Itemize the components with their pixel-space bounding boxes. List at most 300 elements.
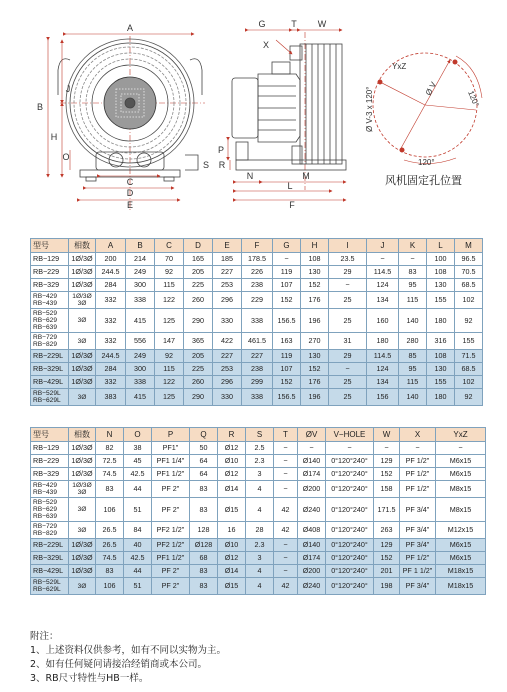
value-cell: PF 2" xyxy=(152,578,190,595)
value-cell: 130 xyxy=(301,266,329,279)
value-cell: 51 xyxy=(124,498,152,522)
header-cell: C xyxy=(155,239,184,253)
value-cell: 332 xyxy=(96,309,126,333)
value-cell: 16 xyxy=(218,522,246,539)
value-cell: 284 xyxy=(96,363,126,376)
value-cell: PF2 1/2" xyxy=(152,522,190,539)
value-cell: 108 xyxy=(427,266,455,279)
phase-cell xyxy=(69,498,96,522)
value-cell: 0°120°240° xyxy=(326,565,374,578)
header-cell: T xyxy=(274,428,298,442)
model-cell: RB−229L xyxy=(31,539,69,552)
value-cell: 229 xyxy=(242,292,273,309)
value-cell: PF 1/2" xyxy=(400,552,436,565)
value-cell: 50 xyxy=(190,442,218,455)
model-cell: RB−329L xyxy=(31,552,69,565)
phase-cell xyxy=(69,389,96,406)
value-cell: Ø14 xyxy=(218,481,246,498)
table-row xyxy=(31,253,483,266)
value-cell: PF 3/4" xyxy=(400,498,436,522)
model-name: RB−639 xyxy=(33,513,58,520)
phase-value: 3Ø xyxy=(77,489,87,496)
value-cell: − xyxy=(436,442,486,455)
value-cell: PF 3/4" xyxy=(400,539,436,552)
phase-cell xyxy=(69,333,96,350)
value-cell: 107 xyxy=(273,279,301,292)
value-cell: 249 xyxy=(126,266,155,279)
value-cell: 45 xyxy=(124,455,152,468)
value-cell: 238 xyxy=(242,363,273,376)
table-row xyxy=(31,498,486,522)
note-item: 2、如有任何疑问请接洽经销商或本公司。 xyxy=(30,659,208,670)
label-v: Ø V xyxy=(423,80,439,97)
table-row xyxy=(31,481,486,498)
value-cell: M6x15 xyxy=(436,539,486,552)
value-cell: 1Ø/3Ø xyxy=(69,350,96,363)
value-cell: 1Ø/3Ø xyxy=(69,552,96,565)
value-cell: 83 xyxy=(190,498,218,522)
value-cell: − xyxy=(329,363,367,376)
value-cell: PF 1/2" xyxy=(400,468,436,481)
value-cell: 4 xyxy=(246,578,274,595)
value-cell: − xyxy=(326,442,374,455)
value-cell: Ø128 xyxy=(190,539,218,552)
value-cell: − xyxy=(329,279,367,292)
value-cell: M18x15 xyxy=(436,565,486,578)
value-cell: 83 xyxy=(190,565,218,578)
value-cell: 92 xyxy=(455,389,483,406)
model-cell: RB−229 xyxy=(31,455,69,468)
value-cell: 299 xyxy=(242,376,273,389)
value-cell: 152 xyxy=(273,292,301,309)
phase-value: 3Ø xyxy=(77,393,87,401)
value-cell: 122 xyxy=(155,292,184,309)
note-item: 3、RB尺寸特性与HB一样。 xyxy=(30,673,149,684)
value-cell: PF 1 1/2" xyxy=(400,565,436,578)
phase-cell xyxy=(69,522,96,539)
value-cell: 165 xyxy=(184,253,213,266)
table-row xyxy=(31,578,486,595)
value-cell: 300 xyxy=(126,363,155,376)
table-row xyxy=(31,468,486,481)
value-cell: PF 2" xyxy=(152,481,190,498)
value-cell: 253 xyxy=(213,279,242,292)
value-cell: 134 xyxy=(367,376,399,389)
header-cell: V−HOLE xyxy=(326,428,374,442)
phase-value: 1Ø/3Ø xyxy=(72,293,92,300)
model-cell xyxy=(31,481,69,498)
value-cell: 102 xyxy=(455,376,483,389)
model-cell: RB−129 xyxy=(31,442,69,455)
model-name: RB−439 xyxy=(33,489,58,496)
value-cell: 152 xyxy=(273,376,301,389)
value-cell: − xyxy=(273,253,301,266)
value-cell: 1Ø/3Ø xyxy=(69,279,96,292)
model-name: RB−639 xyxy=(33,324,58,331)
value-cell: 296 xyxy=(213,292,242,309)
value-cell: 244.5 xyxy=(96,350,126,363)
value-cell: Ø140 xyxy=(298,455,326,468)
model-name: RB−629 xyxy=(33,317,58,324)
dimension-table-2 xyxy=(30,427,486,595)
value-cell: Ø140 xyxy=(298,539,326,552)
value-cell: 2.5 xyxy=(246,442,274,455)
value-cell: 2.3 xyxy=(246,539,274,552)
value-cell: 180 xyxy=(367,333,399,350)
value-cell: PF1 1/4" xyxy=(152,455,190,468)
value-cell: 72.5 xyxy=(96,455,124,468)
header-cell: 型号 xyxy=(31,239,69,253)
value-cell: 225 xyxy=(184,363,213,376)
value-cell: 1Ø/3Ø xyxy=(69,565,96,578)
value-cell: 26.5 xyxy=(96,539,124,552)
header-cell: K xyxy=(399,239,427,253)
header-cell: F xyxy=(242,239,273,253)
value-cell: 44 xyxy=(124,481,152,498)
header-cell: L xyxy=(427,239,455,253)
table-row xyxy=(31,522,486,539)
value-cell: M8x15 xyxy=(436,481,486,498)
value-cell: 290 xyxy=(184,309,213,333)
header-cell: YxZ xyxy=(436,428,486,442)
header-cell: J xyxy=(367,239,399,253)
value-cell: 155 xyxy=(427,292,455,309)
value-cell: 260 xyxy=(184,376,213,389)
header-cell: D xyxy=(184,239,213,253)
value-cell: PF 2" xyxy=(152,498,190,522)
value-cell: Ø15 xyxy=(218,578,246,595)
value-cell: PF 3/4" xyxy=(400,522,436,539)
value-cell: 0°120°240° xyxy=(326,455,374,468)
value-cell: 332 xyxy=(96,333,126,350)
value-cell: 2.3 xyxy=(246,455,274,468)
value-cell: 115 xyxy=(399,376,427,389)
table-2-body xyxy=(31,428,486,595)
value-cell: Ø240 xyxy=(298,578,326,595)
label-vx3: Ø V-3 x 120° xyxy=(365,86,374,132)
value-cell: 96.5 xyxy=(455,253,483,266)
value-cell: 83 xyxy=(96,481,124,498)
value-cell: 155 xyxy=(427,376,455,389)
value-cell: 74.5 xyxy=(96,552,124,565)
phase-value: 3Ø xyxy=(77,526,87,534)
header-cell: ØV xyxy=(298,428,326,442)
value-cell: 332 xyxy=(96,376,126,389)
header-cell: P xyxy=(152,428,190,442)
model-name: RB−629L xyxy=(33,586,61,593)
phase-value: 3Ø xyxy=(77,506,87,513)
model-cell: RB−229L xyxy=(31,350,69,363)
model-cell: RB−329L xyxy=(31,363,69,376)
value-cell: 280 xyxy=(399,333,427,350)
value-cell: 25 xyxy=(329,389,367,406)
value-cell: 338 xyxy=(126,376,155,389)
header-cell: B xyxy=(126,239,155,253)
value-cell: 130 xyxy=(427,363,455,376)
value-cell: − xyxy=(400,442,436,455)
value-cell: 114.5 xyxy=(367,266,399,279)
model-name: RB−729 xyxy=(33,523,58,530)
label-W: W xyxy=(317,19,327,29)
value-cell: 1Ø/3Ø xyxy=(69,376,96,389)
value-cell: Ø10 xyxy=(218,539,246,552)
label-L: L xyxy=(287,181,293,191)
value-cell: 556 xyxy=(126,333,155,350)
value-cell: 201 xyxy=(374,565,400,578)
label-angle-top: 120° xyxy=(466,89,481,109)
value-cell: 114.5 xyxy=(367,350,399,363)
label-D: D xyxy=(126,188,134,198)
value-cell: PF 3/4" xyxy=(400,578,436,595)
phase-value: 1Ø/3Ø xyxy=(72,482,92,489)
value-cell: 284 xyxy=(96,279,126,292)
header-cell: M xyxy=(455,239,483,253)
model-name: RB−429 xyxy=(33,482,58,489)
value-cell: 238 xyxy=(242,279,273,292)
value-cell: 102 xyxy=(455,292,483,309)
value-cell: 130 xyxy=(301,350,329,363)
model-name: RB−439 xyxy=(33,300,58,307)
label-S: S xyxy=(202,160,210,170)
model-cell xyxy=(31,522,69,539)
header-cell: S xyxy=(246,428,274,442)
header-cell: 型号 xyxy=(31,428,69,442)
model-name: RB−529 xyxy=(33,310,58,317)
value-cell: 4 xyxy=(246,481,274,498)
value-cell: 42 xyxy=(274,578,298,595)
value-cell: 152 xyxy=(301,279,329,292)
value-cell: 196 xyxy=(301,389,329,406)
value-cell: 1Ø/3Ø xyxy=(69,363,96,376)
model-cell xyxy=(31,389,69,406)
value-cell: 383 xyxy=(96,389,126,406)
table-row xyxy=(31,539,486,552)
value-cell: 68.5 xyxy=(455,279,483,292)
table-row xyxy=(31,455,486,468)
value-cell: 152 xyxy=(301,363,329,376)
value-cell: 42.5 xyxy=(124,552,152,565)
header-cell: H xyxy=(301,239,329,253)
value-cell: 365 xyxy=(184,333,213,350)
header-cell: Q xyxy=(190,428,218,442)
header-row xyxy=(31,428,486,442)
value-cell: 1Ø/3Ø xyxy=(69,253,96,266)
value-cell: 156 xyxy=(367,389,399,406)
value-cell: 214 xyxy=(126,253,155,266)
value-cell: 85 xyxy=(399,350,427,363)
value-cell: 198 xyxy=(374,578,400,595)
value-cell: PF 1/2" xyxy=(400,455,436,468)
flange-view xyxy=(373,53,482,164)
value-cell: 129 xyxy=(374,455,400,468)
header-cell: I xyxy=(329,239,367,253)
model-cell xyxy=(31,309,69,333)
value-cell: 270 xyxy=(301,333,329,350)
phase-cell xyxy=(69,481,96,498)
value-cell: 129 xyxy=(374,539,400,552)
label-E: E xyxy=(126,200,134,210)
value-cell: Ø15 xyxy=(218,498,246,522)
value-cell: 95 xyxy=(399,363,427,376)
value-cell: M12x15 xyxy=(436,522,486,539)
side-view xyxy=(232,32,346,190)
model-cell: RB−329 xyxy=(31,279,69,292)
table-row xyxy=(31,309,483,333)
header-cell: E xyxy=(213,239,242,253)
value-cell: 51 xyxy=(124,578,152,595)
value-cell: 42 xyxy=(274,522,298,539)
value-cell: 249 xyxy=(126,350,155,363)
value-cell: 70.5 xyxy=(455,266,483,279)
phase-cell xyxy=(69,309,96,333)
value-cell: 196 xyxy=(301,309,329,333)
value-cell: Ø200 xyxy=(298,481,326,498)
label-yxz: YxZ xyxy=(392,62,407,71)
value-cell: 227 xyxy=(213,266,242,279)
value-cell: 106 xyxy=(96,578,124,595)
table-1-body xyxy=(31,239,483,406)
value-cell: 176 xyxy=(301,376,329,389)
notes-title: 附注： xyxy=(30,631,59,642)
model-name: RB−529L xyxy=(33,390,61,397)
value-cell: Ø12 xyxy=(218,442,246,455)
value-cell: 0°120°240° xyxy=(326,539,374,552)
value-cell: PF1" xyxy=(152,442,190,455)
value-cell: 82 xyxy=(96,442,124,455)
value-cell: 461.5 xyxy=(242,333,273,350)
value-cell: 3 xyxy=(246,468,274,481)
value-cell: Ø240 xyxy=(298,498,326,522)
value-cell: 332 xyxy=(96,292,126,309)
value-cell: − xyxy=(274,468,298,481)
model-cell xyxy=(31,333,69,350)
value-cell: − xyxy=(399,253,427,266)
value-cell: 1Ø/3Ø xyxy=(69,539,96,552)
value-cell: 290 xyxy=(184,389,213,406)
model-cell: RB−429L xyxy=(31,376,69,389)
value-cell: 124 xyxy=(367,363,399,376)
value-cell: − xyxy=(274,455,298,468)
value-cell: 4 xyxy=(246,498,274,522)
value-cell: 180 xyxy=(427,389,455,406)
value-cell: 122 xyxy=(155,376,184,389)
value-cell: 83 xyxy=(190,578,218,595)
value-cell: 84 xyxy=(124,522,152,539)
table-row xyxy=(31,389,483,406)
label-R: R xyxy=(218,160,226,170)
label-angle-bottom: 120° xyxy=(418,158,435,167)
header-cell: R xyxy=(218,428,246,442)
value-cell: 64 xyxy=(190,455,218,468)
note-item: 1、上述资料仅供参考，如有不同以实物为主。 xyxy=(30,645,227,656)
model-name: RB−529 xyxy=(33,499,58,506)
value-cell: 4 xyxy=(246,565,274,578)
value-cell: 71.5 xyxy=(455,350,483,363)
value-cell: − xyxy=(274,539,298,552)
table-row xyxy=(31,363,483,376)
technical-drawings xyxy=(0,0,507,232)
value-cell: Ø174 xyxy=(298,552,326,565)
value-cell: 1Ø/3Ø xyxy=(69,442,96,455)
phase-value: 3Ø xyxy=(77,300,87,307)
value-cell: 253 xyxy=(213,363,242,376)
value-cell: 68.5 xyxy=(455,363,483,376)
value-cell: 140 xyxy=(399,389,427,406)
value-cell: PF1 1/2" xyxy=(152,468,190,481)
phase-cell xyxy=(69,292,96,309)
value-cell: 130 xyxy=(427,279,455,292)
value-cell: Ø200 xyxy=(298,565,326,578)
value-cell: 338 xyxy=(242,309,273,333)
value-cell: 160 xyxy=(367,309,399,333)
value-cell: 330 xyxy=(213,309,242,333)
label-A: A xyxy=(126,23,134,33)
value-cell: 128 xyxy=(190,522,218,539)
value-cell: 0°120°240° xyxy=(326,498,374,522)
header-cell: W xyxy=(374,428,400,442)
value-cell: 83 xyxy=(96,565,124,578)
model-name: RB−829 xyxy=(33,341,58,348)
model-name: RB−429 xyxy=(33,293,58,300)
value-cell: 0°120°240° xyxy=(326,552,374,565)
value-cell: 227 xyxy=(242,350,273,363)
label-C: C xyxy=(126,177,134,187)
model-cell xyxy=(31,292,69,309)
label-H: H xyxy=(50,132,58,142)
value-cell: 25 xyxy=(329,376,367,389)
value-cell: 124 xyxy=(367,279,399,292)
dimension-table-1 xyxy=(30,238,483,406)
table-row xyxy=(31,292,483,309)
value-cell: 227 xyxy=(213,350,242,363)
value-cell: 0°120°240° xyxy=(326,522,374,539)
value-cell: 108 xyxy=(301,253,329,266)
value-cell: PF 2" xyxy=(152,565,190,578)
value-cell: PF 1/2" xyxy=(400,481,436,498)
value-cell: 134 xyxy=(367,292,399,309)
flange-caption: 风机固定孔位置 xyxy=(385,174,462,187)
model-name: RB−829 xyxy=(33,530,58,537)
phase-cell xyxy=(69,578,96,595)
value-cell: 338 xyxy=(242,389,273,406)
model-cell: RB−229 xyxy=(31,266,69,279)
value-cell: 44 xyxy=(124,565,152,578)
value-cell: 244.5 xyxy=(96,266,126,279)
value-cell: 29 xyxy=(329,350,367,363)
value-cell: − xyxy=(374,442,400,455)
value-cell: 83 xyxy=(399,266,427,279)
value-cell: 115 xyxy=(399,292,427,309)
value-cell: 147 xyxy=(155,333,184,350)
table-row xyxy=(31,376,483,389)
header-cell: A xyxy=(96,239,126,253)
value-cell: − xyxy=(298,442,326,455)
value-cell: 158 xyxy=(374,481,400,498)
value-cell: 125 xyxy=(155,309,184,333)
table-row xyxy=(31,266,483,279)
value-cell: 263 xyxy=(374,522,400,539)
value-cell: 31 xyxy=(329,333,367,350)
value-cell: M8x15 xyxy=(436,498,486,522)
table-row xyxy=(31,565,486,578)
value-cell: 119 xyxy=(273,266,301,279)
label-J: J xyxy=(65,84,71,94)
table-row xyxy=(31,442,486,455)
value-cell: − xyxy=(274,442,298,455)
model-name: RB−529L xyxy=(33,579,61,586)
value-cell: 115 xyxy=(155,363,184,376)
value-cell: 107 xyxy=(273,363,301,376)
